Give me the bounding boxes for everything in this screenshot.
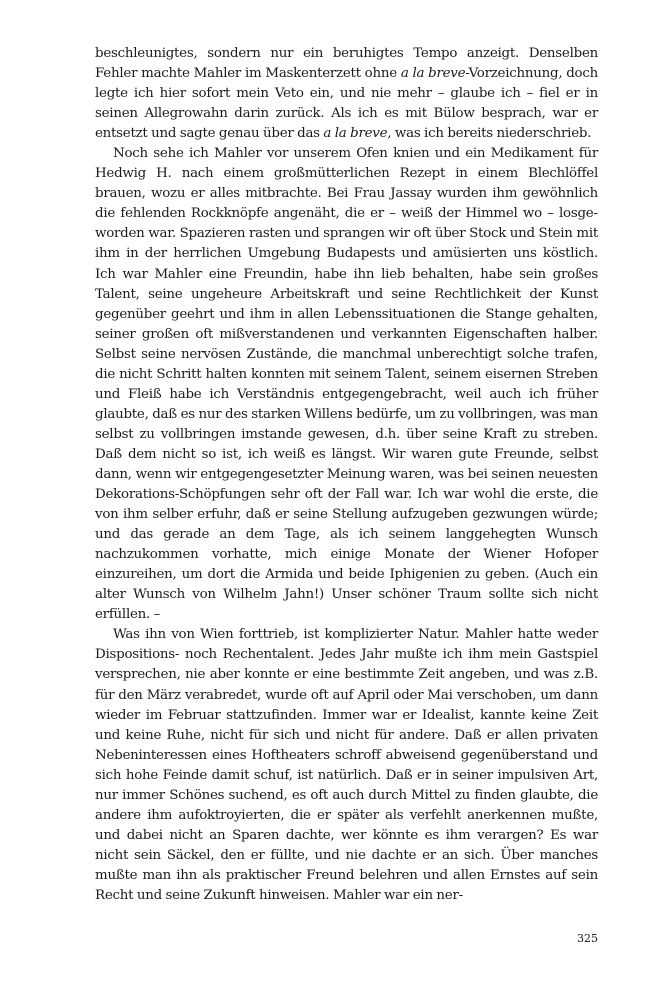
page-body [95,44,598,906]
text-run: was ich bereits niederschrieb. [391,126,592,142]
text-run: beschleunigtes, sondern nur ein beruhigtes Tempo anzeigt. Denselben Fehler machte Mahler im Maskenterzett ohne [95,46,598,82]
text-run: -Vorzeichnung, doch legte ich hier sofort mein Veto ein, und nie mehr – glaube ich – fiel er in seinen Allegrowahn darin zurück. Als ich es mit Bülow besprach, war er entsetzt und sagte genau über das [95,66,598,142]
text-run: Was ihn von Wien forttrieb, ist komplizierter Natur. Mahler hatte weder Dispositions- noch Rechentalent. Jedes Jahr mußte ich ihm mein Gastspiel versprechen, nie aber konnte er eine bestimmte Zeit angeben, und was z.B. für den März verabredet, wurde oft auf April oder Mai verschoben, um dann wieder im Februar stattzufinden. Immer war er Idealist, kannte keine Zeit und keine Ruhe, nicht für sich und nicht für andere. Daß er allen privaten Nebeninteressen eines Hoftheaters schroff abweisend gegenüberstand und sich hohe Feinde damit schuf, ist natürlich. Daß er in seiner impulsiven Art, nur immer Schönes suchend, es oft auch durch Mittel zu finden glaubte, die andere ihm aufoktroyierten, die er später als verfehlt anerkennen mußte, und dabei nicht an Sparen dachte, wer könnte es ihm verargen? Es war nicht sein Säckel, den er füllte, und nie dachte er an sich. Über manches mußte man ihn als praktischer Freund belehren und allen Ernstes auf sein Recht und seine Zukunft hinweisen. Mahler war ein ner- [95,627,598,903]
page-number: 325 [577,932,598,945]
italic-text: a la breve [400,66,466,82]
paragraph [95,44,598,144]
italic-text: a la breve, [323,126,392,142]
paragraph [95,625,598,906]
paragraph [95,144,598,625]
text-run: Noch sehe ich Mahler vor unserem Ofen knien und ein Medikament für Hedwig H. nach einem großmütterlichen Rezept in einem Blechlöffel brauen, wozu er alles mitbrachte. Bei Frau Jassay wurden ihm gewöhnlich die fehlenden Rockknöpfe angenäht, die er – weiß der Himmel wo – losgeworden war. Spazieren rasten und sprangen wir oft über Stock und Stein mit ihm in der herrlichen Umgebung Budapests und amüsierten uns köstlich. Ich war Mahler eine Freundin, habe ihn lieb behalten, habe sein großes Talent, seine ungeheure Arbeitskraft und seine Rechtlichkeit der Kunst gegenüber geehrt und ihm in allen Lebenssituationen die Stange gehalten, seiner großen oft mißverstandenen und verkannten Eigenschaften halber. Selbst seine nervösen Zustände, die manchmal unberechtigt solche trafen, die nicht Schritt halten konnten mit seinem Talent, seinem eisernen Streben und Fleiß habe ich Verständnis entgegengebracht, weil auch ich früher glaubte, daß es nur des starken Willens bedürfe, um zu vollbringen, was man selbst zu vollbringen imstande gewesen, d.h. über seine Kraft zu streben. Daß dem nicht so ist, ich weiß es längst. Wir waren gute Freunde, selbst dann, wenn wir entgegengesetzter Meinung waren, was bei seinen neuesten Dekorations-Schöpfungen sehr oft der Fall war. Ich war wohl die erste, die von ihm selber erfuhr, daß er seine Stellung aufzugeben gezwungen würde; und das gerade an dem Tage, als ich seinem langgehegten Wunsch nachzukommen vorhatte, mich einige Monate der Wiener Hofoper einzureihen, um dort die Armida und beide Iphigenien zu geben. (Auch ein alter Wunsch von Wilhelm Jahn!) Unser schöner Traum sollte sich nicht erfüllen. – [95,146,598,623]
